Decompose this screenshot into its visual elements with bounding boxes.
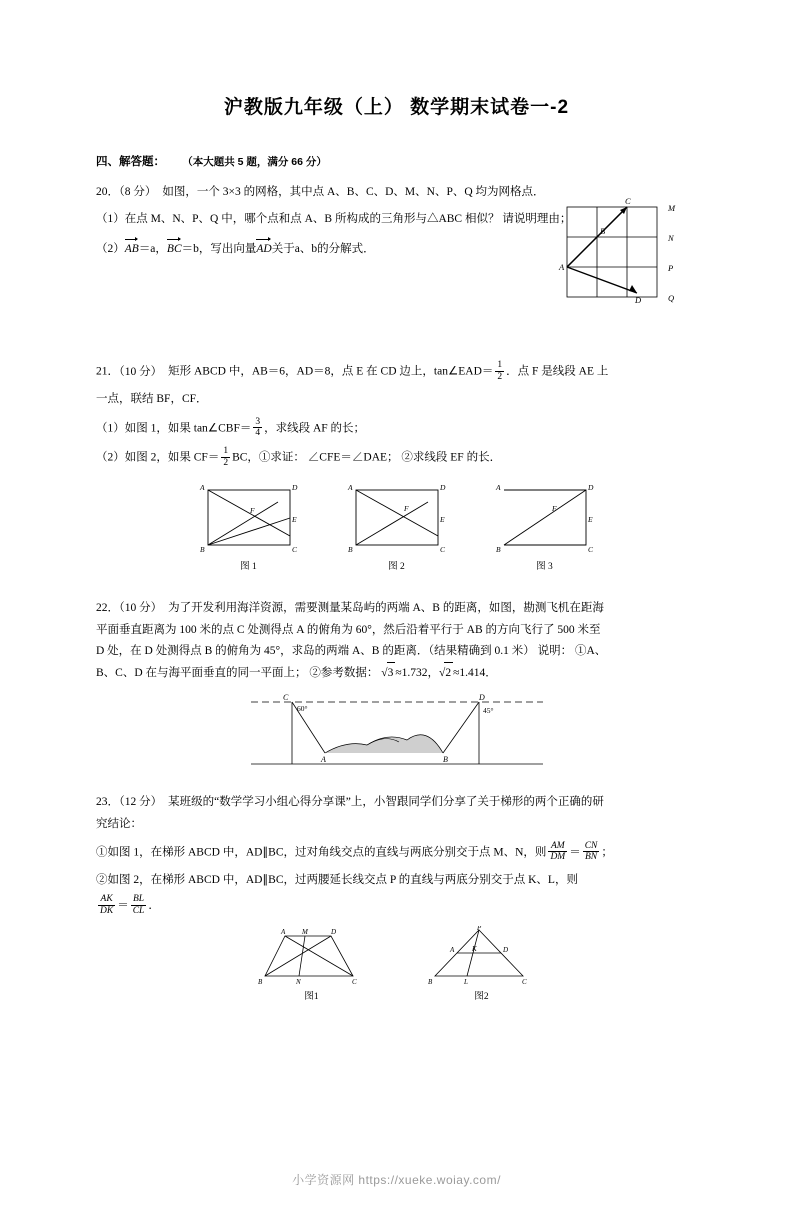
svg-text:E: E (439, 514, 445, 524)
watermark: 小学资源网 https://xueke.woiay.com/ (292, 1173, 501, 1187)
q20-eq3: 关于a、b的分解式． (271, 243, 375, 256)
fraction-half: $\frac{1}{2}$ (497, 359, 503, 382)
question-22-line2: 平面垂直距离为 100 米的点 C 处测得点 A 的俯角为 60°，然后沿着平行于 AB 的方向飞行了 500 米至 (96, 623, 601, 636)
svg-text:A: A (347, 482, 353, 492)
q21-sub2-text2: BC，①求证： ∠CFE＝∠DAE； ②求线段 EF 的长． (232, 451, 502, 464)
fig23-caption-2: 图2 (474, 991, 489, 1002)
question-23-number: 23． (96, 796, 119, 809)
svg-text:D: D (291, 482, 297, 492)
svg-text:45°: 45° (482, 706, 493, 716)
svg-text:C: C (587, 544, 593, 554)
fig-caption-2: 图 2 (388, 561, 405, 572)
q22-line4-text2: ≈1.732， (395, 667, 440, 680)
svg-text:D: D (502, 945, 508, 954)
svg-text:A: A (199, 482, 205, 492)
q21-sub1-text2: ，求线段 AF 的长； (264, 422, 366, 435)
svg-text:B: B (347, 544, 353, 554)
svg-text:C: C (439, 544, 445, 554)
question-22-line3: D 处，在 D 处测得点 B 的俯角为 45°，求岛的两端 A、B 的距离．（结果精确到 0.1 米） 说明： ①A、 (96, 644, 607, 657)
question-21-stem-3: 一点，联结 BF，CF． (96, 392, 208, 405)
question-23 (96, 792, 697, 1006)
question-20-number: 20． (96, 186, 119, 198)
svg-text:A: A (320, 755, 326, 765)
svg-text:D: D (478, 693, 485, 703)
question-23-sub1 (96, 841, 697, 864)
question-21-number: 21． (96, 365, 119, 378)
svg-text:C: C (351, 977, 357, 986)
q23-sub2-eq: ＝ (117, 899, 129, 912)
question-23-line1: 某班级的“数学学习小组心得分享课”上，小智跟同学们分享了关于梯形的两个正确的研 (168, 796, 604, 809)
fig20-label-C: C (625, 195, 631, 206)
svg-text:B: B (442, 755, 448, 765)
fig20-label-B: B (600, 225, 606, 236)
question-20-sub1: （1）在点 M、N、P、Q 中，哪个点和点 A、B 所构成的三角形与△ABC 相似？ 请说明理由； (96, 213, 572, 226)
question-22-number: 22． (96, 602, 119, 615)
svg-text:F: F (551, 503, 557, 513)
svg-text:K: K (471, 944, 477, 953)
svg-text:E: E (587, 514, 593, 524)
q23-sub1-eq: ＝ (569, 846, 581, 859)
q20-eq1: ＝a， (138, 243, 167, 256)
question-21-stem-1: 矩形 ABCD 中，AB＝6，AD＝8，点 E 在 CD 边上，tan∠EAD＝ (168, 365, 494, 378)
svg-text:D: D (587, 482, 593, 492)
question-23-figure-2 (427, 926, 537, 1007)
fig20-label-M: M (668, 202, 676, 213)
question-22 (96, 598, 697, 772)
fig20-label-A: A (559, 261, 565, 272)
fig20-label-N: N (668, 232, 674, 243)
fraction-bl-cl: $\frac{BL}{CL}$ (132, 894, 145, 916)
q20-sub2-prefix: （2） (96, 243, 125, 256)
question-21-figures (96, 480, 697, 577)
sqrt-3: √3 (381, 667, 395, 679)
question-20 (96, 182, 697, 308)
question-21-figure-3 (486, 480, 604, 577)
q23-sub1-end: ； (601, 846, 613, 859)
svg-text:M: M (301, 927, 308, 936)
svg-text:B: B (199, 544, 205, 554)
vector-ad: AD (256, 237, 271, 261)
svg-text:C: C (521, 977, 527, 986)
svg-text:A: A (449, 945, 454, 954)
fig23-caption-1: 图1 (304, 991, 319, 1002)
svg-text:B: B (495, 544, 501, 554)
question-20-points: （8 分） (119, 186, 157, 198)
document-page (0, 92, 793, 1214)
section-heading (96, 153, 697, 169)
question-22-line1: 为了开发利用海洋资源，需要测量某岛屿的两端 A、B 的距离，如图，勘测飞机在距海 (168, 602, 604, 615)
svg-text:N: N (295, 977, 301, 986)
svg-text:C: C (291, 544, 297, 554)
q23-sub1-text: ①如图 1，在梯形 ABCD 中，AD∥BC，过对角线交点的直线与两底分别交于点 M、N，则 (96, 846, 547, 859)
question-21-figure-1 (190, 480, 308, 577)
question-23-sub2 (96, 870, 697, 892)
vector-bc: BC (167, 237, 182, 261)
q23-sub2-end: ． (148, 899, 160, 912)
vector-ab: AB (125, 237, 139, 261)
question-23-figure-1 (257, 926, 367, 1007)
q20-eq2: ＝b，写出向量 (181, 243, 257, 256)
question-23-points: （12 分） (119, 796, 163, 809)
question-21-points: （10 分） (119, 365, 163, 378)
svg-text:60°: 60° (296, 704, 307, 714)
question-21 (96, 360, 697, 576)
fraction-three-quarters: $\frac{3}{4}$ (255, 416, 261, 439)
q22-line4-text1: B、C、D 在与海平面垂直的同一平面上； ②参考数据： (96, 667, 379, 680)
question-21-sub1 (96, 417, 697, 440)
svg-text:B: B (427, 977, 432, 986)
svg-text:A: A (495, 482, 501, 492)
svg-text:L: L (463, 977, 468, 986)
q22-line4-text3: ≈1.414． (453, 667, 497, 680)
q21-sub1-text1: （1）如图 1，如果 tan∠CBF＝ (96, 422, 252, 435)
section-heading-label: 四、解答题： (96, 156, 165, 168)
fraction-ak-dk: $\frac{AK}{DK}$ (100, 894, 114, 916)
question-21-stem-2: ．点 F 是线段 AE 上 (506, 365, 609, 378)
fig20-label-Q: Q (668, 292, 675, 303)
svg-text:F: F (249, 505, 255, 515)
svg-text:D: D (439, 482, 445, 492)
q23-sub2-text: ②如图 2，在梯形 ABCD 中，AD∥BC，过两腰延长线交点 P 的直线与两底分别交于点 K、L，则 (96, 874, 578, 887)
question-21-sub2 (96, 446, 697, 469)
fraction-am-dm: $\frac{AM}{DM}$ (550, 840, 566, 863)
fig-caption-3: 图 3 (536, 561, 553, 572)
svg-text:P: P (476, 925, 481, 932)
fraction-cn-bn: $\frac{CN}{BN}$ (584, 840, 598, 863)
fig-caption-1: 图 1 (240, 561, 257, 572)
question-23-figures (96, 926, 697, 1007)
svg-text:F: F (403, 503, 409, 513)
section-heading-sub: （本大题共 5 题，满分 66 分） (182, 156, 327, 168)
svg-text:C: C (282, 693, 288, 703)
fig20-label-D: D (635, 294, 642, 305)
page-title: 沪教版九年级（上） 数学期末试卷一-2 (223, 97, 570, 118)
question-22-points: （10 分） (119, 602, 163, 615)
svg-text:D: D (330, 927, 336, 936)
question-20-stem: 如图，一个 3×3 的网格，其中点 A、B、C、D、M、N、P、Q 均为网格点． (162, 186, 545, 198)
svg-text:E: E (291, 514, 297, 524)
question-22-figure (96, 690, 697, 772)
sqrt-2: √2 (439, 667, 453, 679)
svg-text:B: B (257, 977, 262, 986)
fig20-label-P: P (668, 262, 674, 273)
fraction-half-2: $\frac{1}{2}$ (223, 446, 229, 468)
question-23-line2: 究结论： (96, 817, 142, 830)
question-22-line4 (96, 662, 697, 684)
question-21-figure-2 (338, 480, 456, 577)
svg-text:A: A (280, 927, 285, 936)
question-23-sub2-frac (96, 894, 697, 917)
q21-sub2-text1: （2）如图 2，如果 CF＝ (96, 451, 220, 464)
